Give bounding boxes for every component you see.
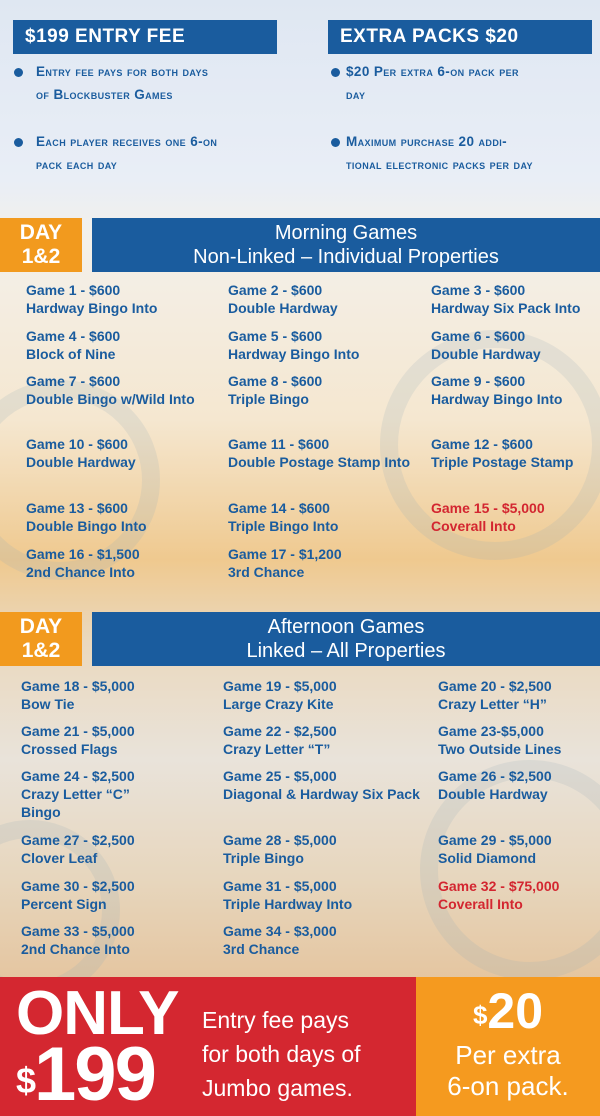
game-title: Game 7 - $600 [26,373,121,389]
game-title: Game 4 - $600 [26,328,121,344]
game-title: Game 28 - $5,000 [223,832,337,848]
game-title: Game 16 - $1,500 [26,546,140,562]
game-pattern: Large Crazy Kite [223,696,334,712]
game-title: Game 21 - $5,000 [21,723,135,739]
game-entry [223,677,423,713]
game-pattern: Double Hardway [431,346,541,362]
game-entry [21,877,221,913]
game-pattern: Hardway Bingo Into [228,346,360,362]
game-entry [431,327,596,363]
bullet-dot [14,138,23,147]
game-pattern: Two Outside Lines [438,741,562,757]
game-title: Game 3 - $600 [431,282,526,298]
game-title: Game 17 - $1,200 [228,546,342,562]
game-pattern: Crazy Letter “T” [223,741,331,757]
extra-bullet-2: Maximum purchase 20 addi- tional electronic packs per day [346,134,533,172]
game-title: Game 30 - $2,500 [21,878,135,894]
game-title: Game 24 - $2,500 [21,768,135,784]
game-entry [26,327,226,363]
game-entry [438,831,596,867]
game-pattern: Triple Bingo [223,850,304,866]
footer-entry-text: Entry fee pays for both days of Jumbo games. [202,1007,361,1101]
game-pattern: Triple Postage Stamp [431,454,574,470]
game-entry [26,545,226,581]
game-title: Game 13 - $600 [26,500,128,516]
game-entry [228,545,428,581]
game-title: Game 27 - $2,500 [21,832,135,848]
game-title: Game 33 - $5,000 [21,923,135,939]
footer-price: $199 [16,1032,155,1116]
bullet-dot [331,138,340,147]
game-entry [26,281,226,317]
game-entry [21,831,221,867]
game-pattern: Triple Bingo Into [228,518,339,534]
game-pattern: 2nd Chance Into [26,564,135,580]
game-entry [438,722,596,758]
game-entry [431,435,596,471]
game-entry [438,767,596,803]
afternoon-games-header: Afternoon Games Linked – All Properties [92,612,600,666]
game-pattern: Hardway Six Pack Into [431,300,581,316]
game-entry [21,677,221,713]
game-pattern: Coverall Into [438,896,523,912]
entry-bullet-1: Entry fee pays for both days of Blockbuster Games [36,64,209,102]
game-title: Game 8 - $600 [228,373,323,389]
game-pattern: Double Hardway [438,786,548,802]
game-title: Game 5 - $600 [228,328,323,344]
game-entry [26,499,226,535]
game-entry [223,722,423,758]
game-pattern: Triple Bingo [228,391,309,407]
game-entry [431,372,596,408]
game-entry [223,831,423,867]
game-pattern: Clover Leaf [21,850,98,866]
game-entry [431,499,596,535]
game-title: Game 32 - $75,000 [438,878,560,894]
game-entry [223,922,423,958]
bullet-dot [331,68,340,77]
game-pattern-cont: Bingo [21,804,61,820]
morning-games-header: Morning Games Non-Linked – Individual Properties [92,218,600,272]
game-entry [228,372,428,408]
game-pattern: Hardway Bingo Into [26,300,158,316]
footer-only-label: ONLY [16,979,179,1048]
game-pattern: 2nd Chance Into [21,941,130,957]
game-pattern: 3rd Chance [223,941,300,957]
game-entry [26,435,226,471]
game-title: Game 29 - $5,000 [438,832,552,848]
game-title: Game 14 - $600 [228,500,330,516]
game-entry [438,877,596,913]
game-entry [431,281,596,317]
game-entry [21,767,221,821]
game-pattern: Crossed Flags [21,741,118,757]
game-pattern: 3rd Chance [228,564,305,580]
entry-bullet-2: Each player receives one 6-on pack each day [36,134,218,172]
game-entry [223,877,423,913]
game-pattern: Double Hardway [26,454,136,470]
game-pattern: Crazy Letter “H” [438,696,547,712]
game-title: Game 2 - $600 [228,282,323,298]
game-title: Game 20 - $2,500 [438,678,552,694]
game-title: Game 18 - $5,000 [21,678,135,694]
game-pattern: Double Bingo w/Wild Into [26,391,195,407]
game-pattern: Double Hardway [228,300,338,316]
game-entry [223,767,423,803]
game-entry [438,677,596,713]
entry-fee-heading: $199 ENTRY FEE [13,20,277,54]
game-title: Game 23-$5,000 [438,723,544,739]
game-pattern: Hardway Bingo Into [431,391,563,407]
game-pattern: Double Postage Stamp Into [228,454,411,470]
game-entry [228,281,428,317]
game-title: Game 19 - $5,000 [223,678,337,694]
game-title: Game 22 - $2,500 [223,723,337,739]
extra-packs-heading: EXTRA PACKS $20 [328,20,592,54]
game-entry [21,922,221,958]
morning-day-badge: DAY 1&2 [0,218,82,272]
game-pattern: Percent Sign [21,896,107,912]
game-entry [228,499,428,535]
game-title: Game 15 - $5,000 [431,500,545,516]
game-entry [21,722,221,758]
game-title: Game 1 - $600 [26,282,121,298]
game-title: Game 34 - $3,000 [223,923,337,939]
bullet-dot [14,68,23,77]
game-pattern: Triple Hardway Into [223,896,353,912]
game-title: Game 6 - $600 [431,328,526,344]
game-title: Game 31 - $5,000 [223,878,337,894]
game-title: Game 9 - $600 [431,373,526,389]
game-pattern: Crazy Letter “C” [21,786,130,802]
game-title: Game 26 - $2,500 [438,768,552,784]
extra-bullet-1: $20 Per extra 6-on pack per day [346,64,519,102]
game-pattern: Diagonal & Hardway Six Pack [223,786,420,802]
game-pattern: Block of Nine [26,346,116,362]
game-title: Game 10 - $600 [26,436,128,452]
game-pattern: Solid Diamond [438,850,536,866]
afternoon-day-badge: DAY 1&2 [0,612,82,666]
game-pattern: Bow Tie [21,696,75,712]
footer-extra-price: $20 [472,983,544,1039]
footer-extra-text: Per extra 6-on pack. [447,1040,569,1101]
game-title: Game 11 - $600 [228,436,330,452]
game-title: Game 25 - $5,000 [223,768,337,784]
game-entry [26,372,226,408]
game-title: Game 12 - $600 [431,436,533,452]
game-entry [228,327,428,363]
game-entry [228,435,428,471]
game-pattern: Double Bingo Into [26,518,147,534]
game-pattern: Coverall Into [431,518,516,534]
